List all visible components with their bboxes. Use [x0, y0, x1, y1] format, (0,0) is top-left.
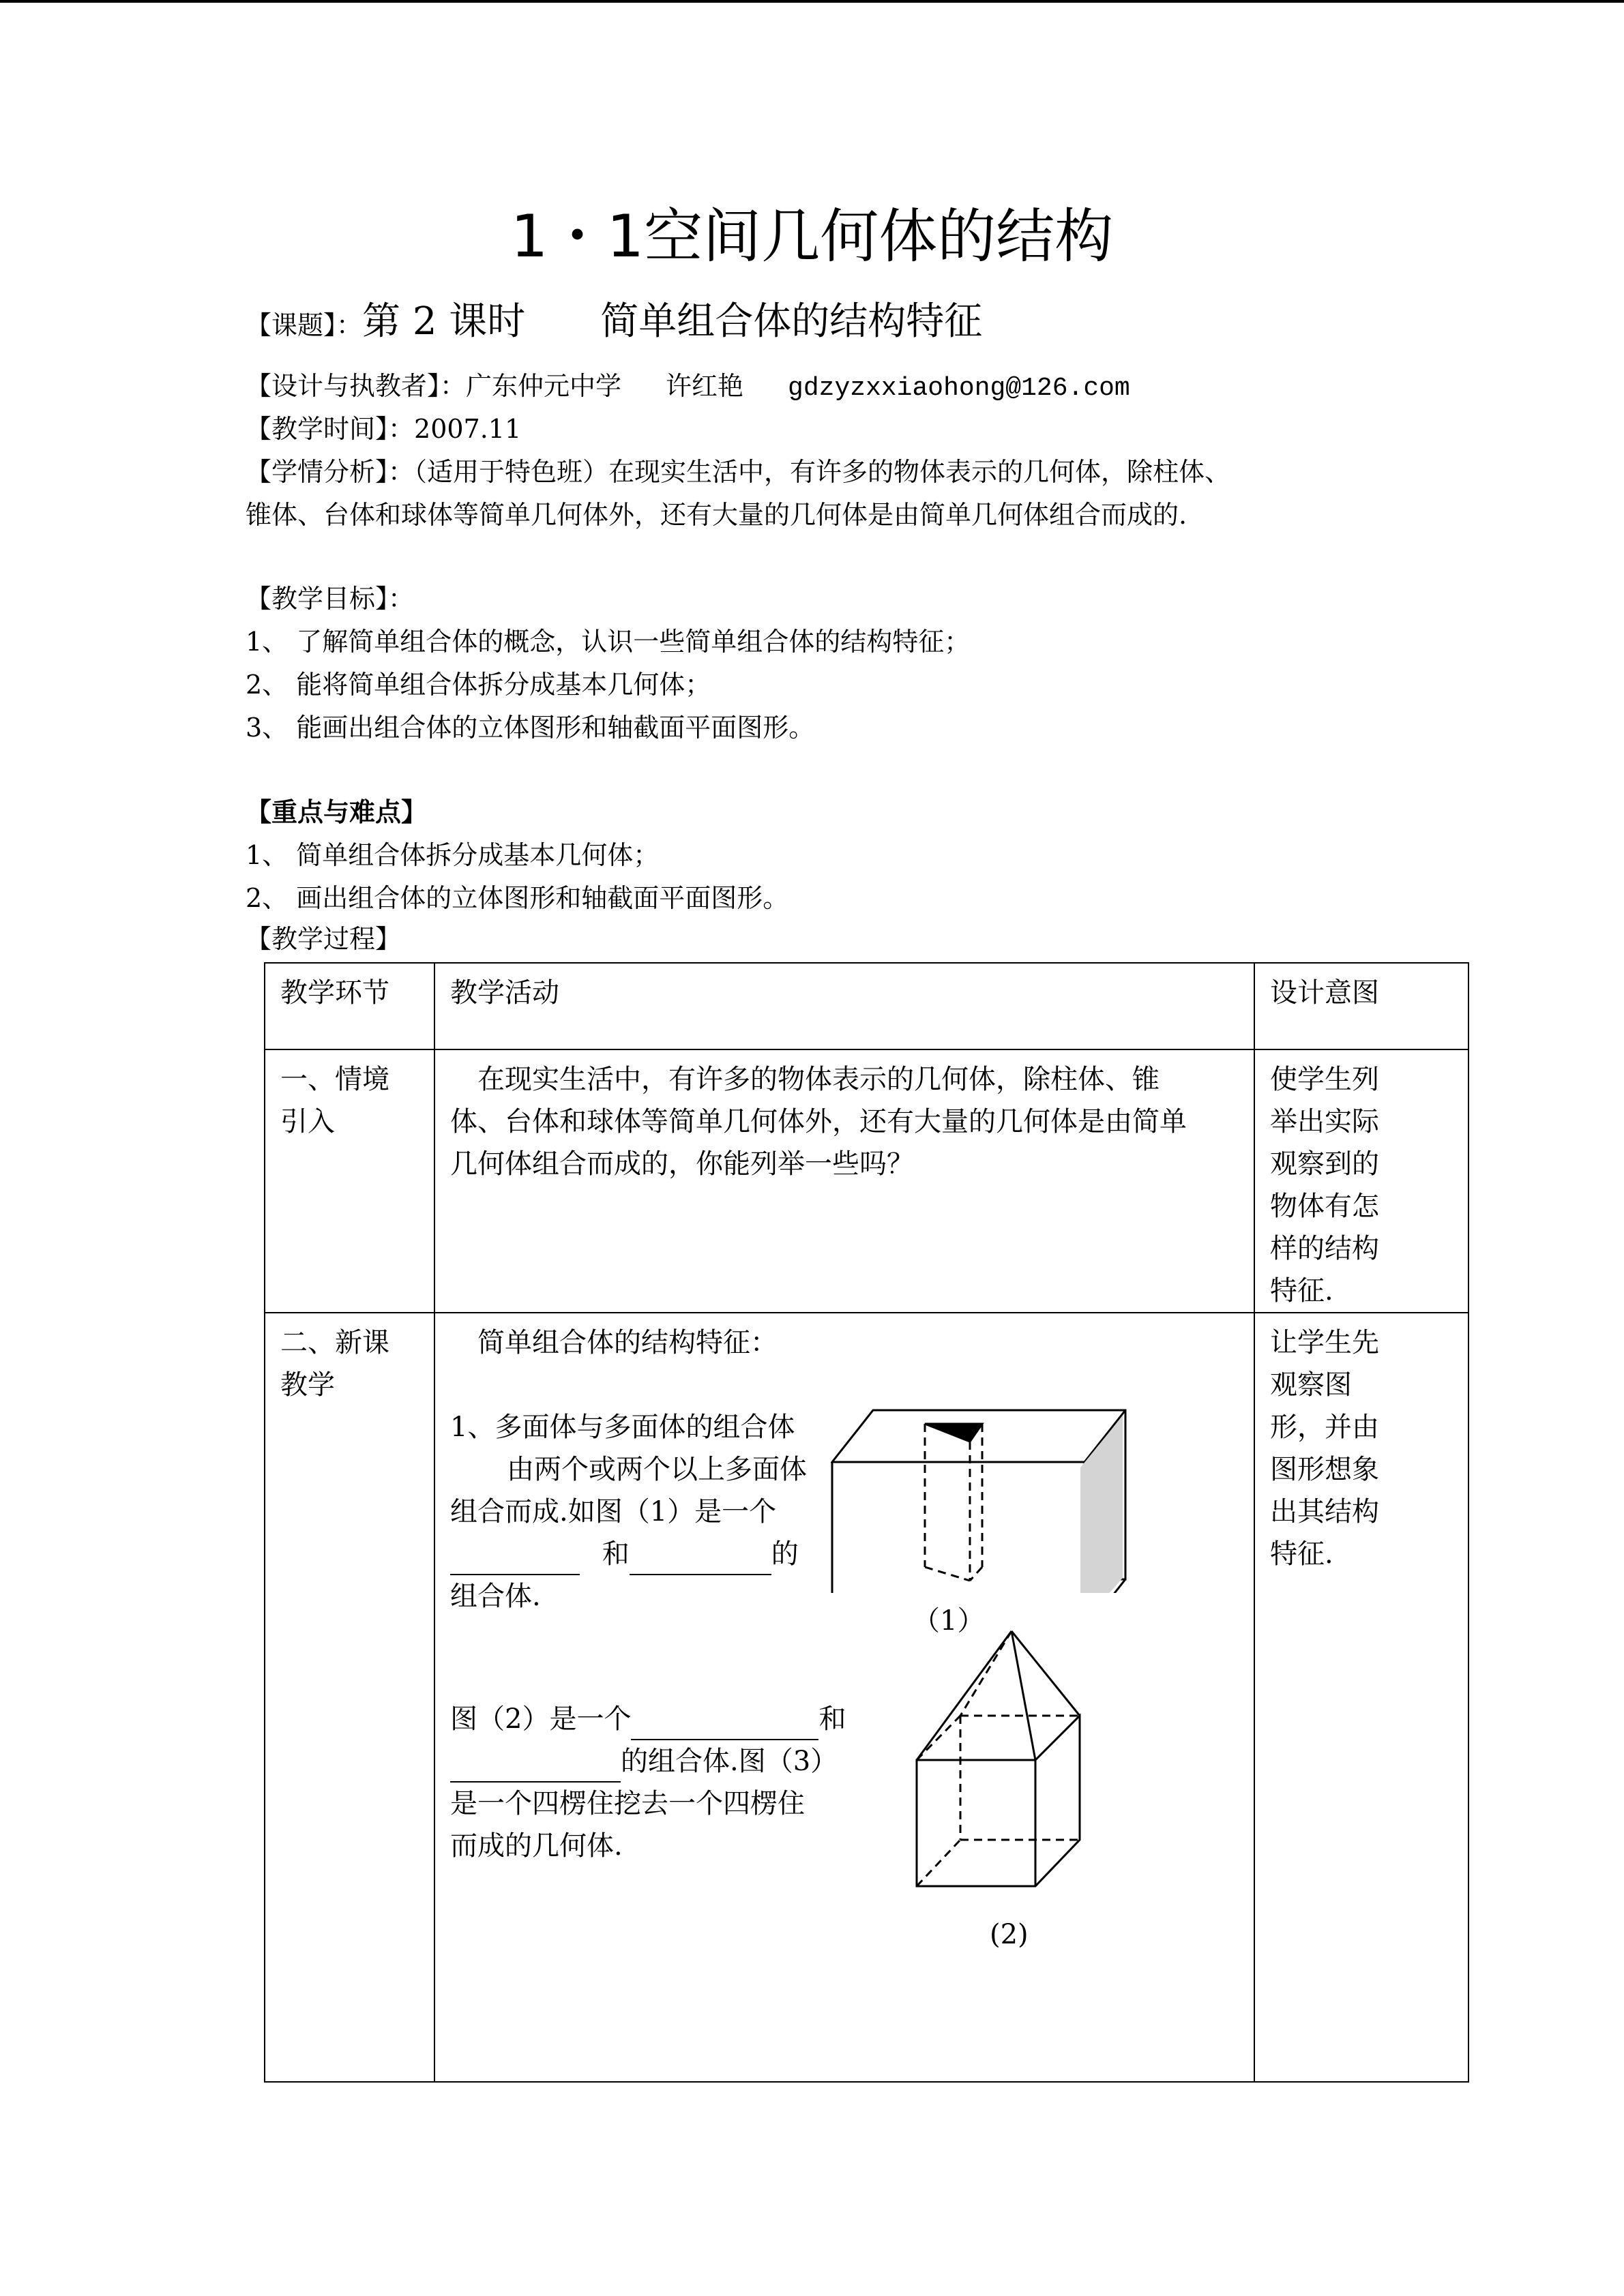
table-row [265, 1313, 1468, 2082]
sub1-line3 [450, 1533, 799, 1575]
blank-answer [631, 1709, 818, 1740]
fig2-hidden-edge [960, 1631, 1012, 1716]
fig2-hidden-edge [917, 1840, 960, 1886]
fig2-pyramid-edge [1012, 1631, 1035, 1760]
row1-intent-line: 举出实际 [1270, 1106, 1379, 1137]
row2-intent-line: 特征. [1270, 1538, 1333, 1570]
header-stage: 教学环节 [265, 963, 434, 1049]
blank-answer [450, 1544, 580, 1575]
row1-activity-line: 在现实生活中，有许多的物体表示的几何体，除柱体、锥 [450, 1064, 1160, 1095]
row1-intent-line: 观察到的 [1270, 1148, 1379, 1180]
sub1-line4: 组合体. [450, 1581, 541, 1612]
fig2-line3: 是一个四楞住挖去一个四楞住 [450, 1788, 805, 1819]
analysis-line2: 锥体、台体和球体等简单几何体外，还有大量的几何体是由简单几何体组合而成的. [246, 500, 1187, 530]
row1-intent-line: 样的结构 [1270, 1233, 1379, 1264]
sub1-title: 1、多面体与多面体的组合体 [450, 1412, 795, 1443]
time-label: 【教学时间】： [246, 414, 415, 444]
keti-label: 【课题】： [246, 310, 363, 340]
objective-item: 1、 了解简单组合体的概念，认识一些简单组合体的结构特征； [246, 627, 971, 657]
process-label: 【教学过程】 [246, 924, 402, 954]
row1-activity-line: 几何体组合而成的，你能列举一些吗？ [450, 1148, 914, 1180]
fig2-hidden-edge [917, 1716, 960, 1760]
fig1-hidden-edge [970, 1567, 982, 1581]
row1-intent-line: 使学生列 [1270, 1064, 1379, 1095]
keypoint-item: 2、 画出组合体的立体图形和轴截面平面图形。 [246, 883, 789, 913]
header-intent: 设计意图 [1254, 963, 1468, 1049]
row2-intent-line: 出其结构 [1270, 1496, 1379, 1527]
designer-label: 【设计与执教者】： [246, 371, 467, 401]
row2-intent-line: 形，并由 [1270, 1412, 1379, 1443]
page-title: 1・1空间几何体的结构 [510, 203, 1114, 271]
fig2-pyramid-edge [1012, 1631, 1080, 1716]
blank-answer [630, 1544, 771, 1575]
row2-activity-canvas [435, 1313, 1254, 2081]
row2-intent-line: 图形想象 [1270, 1454, 1379, 1485]
row1-stage [265, 1049, 434, 1313]
keypoint-item: 1、 简单组合体拆分成基本几何体； [246, 840, 660, 870]
keypoints-label: 【重点与难点】 [246, 796, 428, 827]
fig2-line4: 而成的几何体. [450, 1830, 623, 1862]
figure-1-prism-cut [831, 1409, 1151, 1593]
sub1-and: 和 [602, 1538, 630, 1570]
designer-line [246, 371, 1130, 404]
objective-item: 3、 能画出组合体的立体图形和轴截面平面图形。 [246, 713, 815, 743]
row2-heading: 简单组合体的结构特征： [450, 1327, 778, 1358]
row1-activity [434, 1049, 1254, 1313]
fig1-caption: （1） [913, 1605, 985, 1637]
row1-stage-line: 一、情境 [280, 1064, 389, 1095]
row2-stage-line: 教学 [280, 1369, 335, 1401]
fig1-prism-top [925, 1424, 982, 1442]
fig2-line1 [450, 1698, 846, 1740]
sub1-de: 的 [771, 1538, 799, 1570]
keti-lesson: 第 2 课时 [362, 299, 526, 344]
page-top-border [0, 0, 1624, 3]
fig1-side-shade [1080, 1416, 1123, 1593]
objectives-label: 【教学目标】： [246, 584, 415, 614]
sub1-line1: 由两个或两个以上多面体 [507, 1454, 807, 1485]
row1-intent [1254, 1049, 1468, 1313]
table-row [265, 1049, 1468, 1313]
row2-intent-line: 观察图 [1270, 1369, 1352, 1401]
row2-intent [1254, 1313, 1468, 2082]
row2-stage-line: 二、新课 [280, 1327, 389, 1358]
row1-stage-line: 引入 [280, 1106, 335, 1137]
keti-line [246, 299, 982, 344]
analysis-text1: （适用于特色班）在现实生活中，有许多的物体表示的几何体，除柱体、 [414, 457, 1231, 487]
fig1-hidden-edge [925, 1567, 970, 1581]
row2-intent-line: 让学生先 [1270, 1327, 1379, 1358]
blank-answer [450, 1751, 621, 1783]
fig2-pyramid-edge [917, 1631, 1012, 1760]
keti-topic: 简单组合体的结构特征 [600, 299, 983, 344]
analysis-label: 【学情分析】： [246, 457, 415, 487]
designer-email: gdzyzxxiaohong@126.com [788, 374, 1130, 403]
row1-intent-line: 特征. [1270, 1275, 1333, 1307]
designer-name: 许红艳 [666, 371, 744, 401]
designer-school: 广东仲元中学 [466, 371, 622, 401]
fig2-text-c: 的组合体.图（3） [621, 1746, 838, 1777]
table-header-row [265, 963, 1468, 1049]
row1-activity-line: 体、台体和球体等简单几何体外，还有大量的几何体是由简单 [450, 1106, 1187, 1137]
fig2-line2 [450, 1740, 838, 1783]
fig2-text-a: 图（2）是一个 [450, 1703, 632, 1735]
time-value: 2007.11 [414, 414, 522, 444]
fig2-caption: (2) [990, 1919, 1029, 1950]
header-activity: 教学活动 [434, 963, 1254, 1049]
teaching-process-table [264, 962, 1469, 2083]
objective-item: 2、 能将简单组合体拆分成基本几何体； [246, 670, 711, 700]
row2-activity [434, 1313, 1254, 2082]
fig2-text-b: 和 [818, 1703, 846, 1735]
row1-intent-line: 物体有怎 [1270, 1191, 1379, 1222]
time-line [246, 414, 521, 445]
sub1-line2: 组合而成.如图（1）是一个 [450, 1496, 777, 1527]
analysis-line1 [246, 457, 1230, 488]
row2-stage [265, 1313, 434, 2082]
figure-2-cube-pyramid [913, 1627, 1117, 1927]
